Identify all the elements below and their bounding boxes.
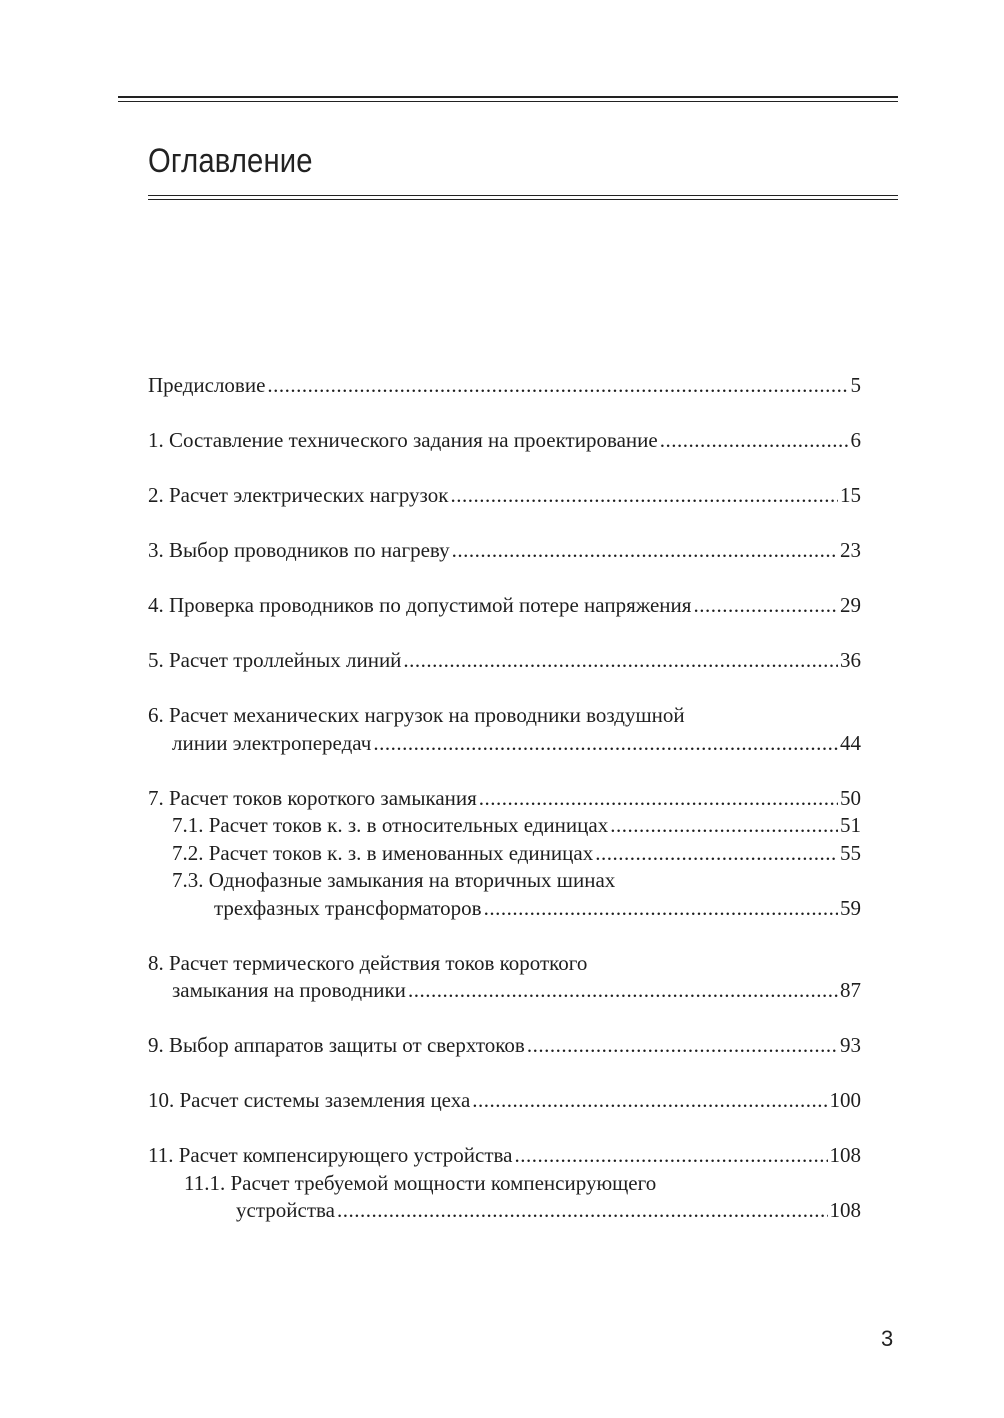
toc-page: 6 [850,428,861,452]
toc-entry-ch7[interactable]: 7. Расчет токов короткого замыкания ..... 50 [148,785,861,813]
leader-dots [403,647,838,675]
header-rule-top [118,96,898,102]
toc-entry-preface[interactable]: Предисловие ..... 5 [148,372,861,400]
toc-entry-ch9[interactable]: 9. Выбор аппаратов защиты от сверхтоков ..... 93 [148,1032,861,1060]
toc-page: 59 [840,895,861,920]
leader-dots [408,977,838,1005]
toc-entry-ch7-2[interactable]: 7.2. Расчет токов к. з. в именованных единицах ..... 55 [148,840,861,868]
leader-dots [595,840,838,868]
toc-entry-ch4[interactable]: 4. Проверка проводников по допустимой потере напряжения ..... 29 [148,592,861,620]
toc-page: 55 [840,840,861,865]
toc-page: 108 [829,1198,861,1222]
toc-entry-ch6-line2[interactable]: линии электропередач ..... 44 [148,730,861,758]
toc-entry-ch11[interactable]: 11. Расчет компенсирующего устройства ..... 108 [148,1142,861,1170]
leader-dots [373,730,838,758]
leader-dots [267,372,848,400]
page-number: 3 [881,1326,894,1351]
toc-entry-ch3[interactable]: 3. Выбор проводников по нагреву ..... 23 [148,537,861,565]
toc-entry-ch8-line2[interactable]: замыкания на проводники ..... 87 [148,977,861,1005]
toc-page: 50 [840,785,861,810]
leader-dots [515,1142,828,1170]
leader-dots [693,592,838,620]
leader-dots [610,812,838,840]
page-title: Оглавление [148,142,313,180]
header-rule-bottom [148,195,898,200]
toc-page: 29 [840,593,861,617]
toc-entry-ch11-1-line2[interactable]: устройства ..... 108 [148,1197,861,1225]
leader-dots [527,1032,838,1060]
leader-dots [450,482,838,510]
toc-entry-ch7-1[interactable]: 7.1. Расчет токов к. з. в относительных единицах ..... 51 [148,812,861,840]
leader-dots [479,785,838,813]
toc-entry-ch11-1-line1[interactable]: 11.1. Расчет требуемой мощности компенсирующего [184,1170,657,1195]
table-of-contents [148,372,861,1225]
toc-entry-ch2[interactable]: 2. Расчет электрических нагрузок ..... 15 [148,482,861,510]
toc-page: 51 [840,813,861,837]
leader-dots [472,1087,827,1115]
leader-dots [337,1197,828,1225]
leader-dots [452,537,838,565]
toc-entry-ch7-3-line2[interactable]: трехфазных трансформаторов ..... 59 [148,895,861,923]
toc-page: 23 [840,538,861,562]
toc-page: 36 [840,648,861,672]
toc-page: 44 [840,730,861,755]
leader-dots [484,895,838,923]
toc-entry-ch1[interactable]: 1. Составление технического задания на проектирование ..... 6 [148,427,861,455]
toc-entry-ch10[interactable]: 10. Расчет системы заземления цеха ..... 100 [148,1087,861,1115]
leader-dots [660,427,849,455]
toc-page: 87 [840,978,861,1002]
toc-entry-ch6-line1[interactable]: 6. Расчет механических нагрузок на проводники воздушной [148,703,685,727]
toc-entry-ch7-3-line1[interactable]: 7.3. Однофазные замыкания на вторичных шинах [172,868,616,892]
toc-page: 93 [840,1033,861,1057]
toc-page: 15 [840,483,861,507]
toc-page: 100 [829,1088,861,1112]
toc-page: 5 [850,373,861,397]
toc-entry-ch5[interactable]: 5. Расчет троллейных линий ..... 36 [148,647,861,675]
toc-entry-ch8-line1[interactable]: 8. Расчет термического действия токов короткого [148,950,588,975]
toc-page: 108 [829,1143,861,1167]
